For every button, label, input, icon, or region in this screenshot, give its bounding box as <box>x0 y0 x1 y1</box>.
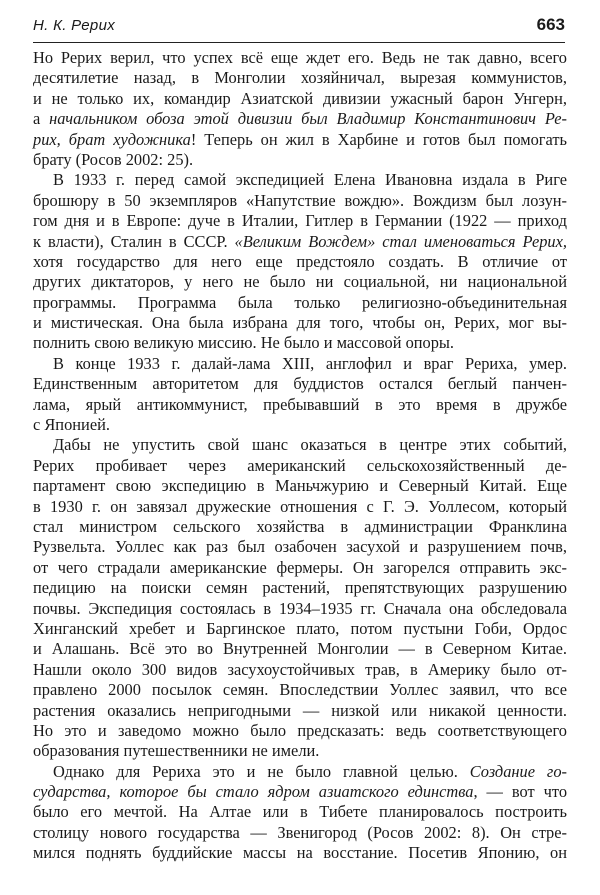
text-fragment: хотя государство для него еще предстояло создать. В отличие от <box>33 251 567 271</box>
text-line <box>33 701 567 721</box>
text-fragment: стал министром сельского хозяйства в администрации Франклина <box>33 516 567 536</box>
italic-fragment: рих, брат художника <box>33 129 191 149</box>
text-fragment: от чего страдали американские фермеры. Он загорелся отправить экс- <box>33 557 567 577</box>
text-fragment: Нашли около 300 видов засухоустойчивых трав, в Америку было от- <box>33 659 567 679</box>
body-text <box>33 48 567 864</box>
text-line <box>33 89 567 109</box>
text-fragment: Однако для Рериха это и не было главной целью. <box>53 761 470 781</box>
text-fragment: Но Рерих верил, что успех всё еще ждет его. Ведь не так давно, всего <box>33 48 567 67</box>
text-fragment: ! Теперь он жил в Харбине и готов был помогать <box>190 129 567 149</box>
text-fragment: полнить свою великую миссию. Не было и массовой опоры. <box>33 333 455 353</box>
italic-fragment: начальником обоза этой дивизии был Владимир Константинович Ре- <box>49 109 568 129</box>
text-line <box>33 130 567 150</box>
text-fragment: педицию на поиски семян растений, препятствующих разрушению <box>33 578 567 598</box>
italic-fragment: Создание го- <box>469 761 567 781</box>
text-line <box>33 293 567 313</box>
text-line <box>33 170 567 190</box>
text-fragment: с Японией. <box>33 415 110 435</box>
text-line <box>33 721 567 741</box>
text-fragment: почвы. Экспедиция состоялась в 1934–1935 гг. Сначала она обследовала <box>33 598 567 618</box>
text-line <box>33 578 567 598</box>
text-line <box>33 823 567 843</box>
text-line <box>33 537 567 557</box>
text-fragment: правлено 2000 посылок семян. Впоследствии Уоллес заявил, что все <box>33 680 567 700</box>
text-fragment: в 1930 г. он завязал дружеские отношения с Г. Э. Уоллесом, который <box>33 496 567 516</box>
text-fragment: гом дня и в Европе: дуче в Италии, Гитлер в Германии (1922 — приход <box>33 211 567 231</box>
running-header <box>33 14 565 43</box>
text-line <box>33 599 567 619</box>
text-line <box>33 252 567 272</box>
italic-fragment: «Великим Вождем» стал именоваться Рерих, <box>234 231 567 251</box>
text-fragment: и мистическая. Она была избрана для того, чтобы он, Рерих, мог вы- <box>33 313 567 333</box>
text-fragment: Дабы не упустить свой шанс оказаться в центре этих событий, <box>53 435 567 455</box>
text-line <box>33 456 567 476</box>
text-line <box>33 435 567 455</box>
text-line <box>33 660 567 680</box>
text-line <box>33 639 567 659</box>
text-line <box>33 741 567 761</box>
text-fragment: , — вот что <box>473 782 568 802</box>
text-line <box>33 374 567 394</box>
text-line <box>33 782 567 802</box>
text-fragment: брату (Росов 2002: 25). <box>33 149 194 169</box>
page-number: 663 <box>536 15 565 34</box>
text-fragment: к власти), Сталин в СССР. <box>33 231 235 251</box>
text-line <box>33 476 567 496</box>
text-line <box>33 517 567 537</box>
text-fragment: столицу нового государства — Звенигород (Росов 2002: 8). Он стре- <box>33 822 567 842</box>
text-fragment: мился поднять буддийские массы на восстание. Посетив Японию, он <box>33 843 567 863</box>
text-line <box>33 313 567 333</box>
text-fragment: десятилетие назад, в Монголии хозяйничал, вырезая коммунистов, <box>33 68 567 88</box>
text-line <box>33 802 567 822</box>
text-line <box>33 843 567 863</box>
text-line <box>33 272 567 292</box>
text-fragment: растения оказались непригодными — низкой или никакой ценности. <box>33 700 567 720</box>
text-fragment: В конце 1933 г. далай-лама XIII, англофил и враг Рериха, умер. <box>53 353 567 373</box>
text-line <box>33 191 567 211</box>
text-line <box>33 619 567 639</box>
text-fragment: лама, ярый антикоммунист, пребывавший в это время в дружбе <box>33 394 567 414</box>
text-line <box>33 395 567 415</box>
text-fragment: партамент свою экспедицию в Маньчжурию и Северный Китай. Еще <box>33 476 567 496</box>
text-fragment: а <box>33 109 50 129</box>
text-line <box>33 48 567 68</box>
text-line <box>33 354 567 374</box>
text-line <box>33 150 567 170</box>
text-fragment: Но это и заведомо можно было предсказать: ведь соответствующего <box>33 720 567 740</box>
text-fragment: было его мечтой. На Алтае или в Тибете планировалось построить <box>33 802 567 822</box>
text-fragment: и не только их, командир Азиатской дивизии ужасный барон Унгерн, <box>33 88 567 108</box>
text-line <box>33 558 567 578</box>
text-fragment: и Алашань. Всё это во Внутренней Монголии — в Северном Китае. <box>33 639 567 659</box>
text-line <box>33 211 567 231</box>
running-head-author: Н. К. Рерих <box>33 17 116 34</box>
text-line <box>33 762 567 782</box>
text-line <box>33 680 567 700</box>
text-line <box>33 497 567 517</box>
text-fragment: Рерих пробивает через американский сельскохозяйственный де- <box>33 455 567 475</box>
text-line <box>33 415 567 435</box>
text-fragment: других диктаторов, у него не было ни социальной, ни национальной <box>33 272 567 292</box>
text-fragment: Хинганский хребет и Баргинское плато, потом пустыни Гоби, Ордос <box>33 618 567 638</box>
italic-fragment: сударства, которое бы стало ядром азиатского единства <box>33 782 474 802</box>
text-line <box>33 232 567 252</box>
text-line <box>33 109 567 129</box>
text-fragment: брошюру в 50 экземпляров «Напутствие вождю». Вождизм был лозун- <box>33 190 567 210</box>
text-fragment: программы. Программа была только религиозно-объединительная <box>33 292 567 312</box>
text-line <box>33 333 567 353</box>
text-line <box>33 68 567 88</box>
text-fragment: В 1933 г. перед самой экспедицией Елена Ивановна издала в Риге <box>53 170 567 190</box>
text-fragment: Единственным авторитетом для буддистов остался беглый панчен- <box>33 374 567 394</box>
text-fragment: Рузвельта. Уоллес как раз был озабочен засухой и разрушением почв, <box>33 537 567 557</box>
text-fragment: образования путешественники не имели. <box>33 741 320 761</box>
